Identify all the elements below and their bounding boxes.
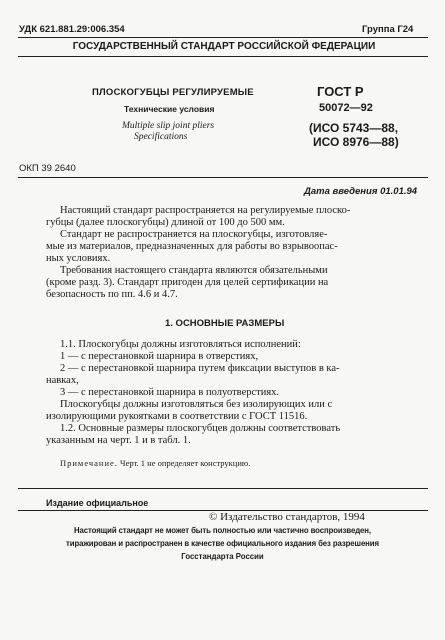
header-rule-top bbox=[18, 37, 428, 38]
paragraph-line: изолирующими рукоятками в соответствии с ГОСТ 11516. bbox=[46, 411, 308, 422]
note-text: Черт. 1 не определяет конструкцию. bbox=[120, 458, 251, 468]
header-rule-bottom bbox=[18, 56, 428, 57]
section-title: 1. ОСНОВНЫЕ РАЗМЕРЫ bbox=[165, 318, 285, 329]
paragraph-line: 2 — с перестановкой шарнира путем фиксации выступов в ка- bbox=[60, 363, 340, 374]
paragraph-line: Плоскогубцы должны изготовляться без изолирующих или с bbox=[60, 399, 333, 410]
copyright: © Издательство стандартов, 1994 bbox=[209, 511, 365, 523]
gost-number: 50072—92 bbox=[319, 102, 373, 114]
footer-notice-line1: Настоящий стандарт не может быть полностью или частично воспроизведен, bbox=[74, 526, 371, 535]
okp-rule bbox=[18, 177, 428, 178]
intro-date: Дата введения 01.01.94 bbox=[304, 186, 418, 197]
iso-line2: ИСО 8976—88) bbox=[313, 135, 399, 149]
english-title-line2: Specifications bbox=[134, 132, 188, 142]
paragraph-line: мые из материалов, предназначенных для работы во взрывоопас- bbox=[46, 241, 338, 252]
paragraph-line: ных условиях. bbox=[46, 253, 111, 264]
gost-label: ГОСТ Р bbox=[317, 84, 364, 99]
note-label: Примечание. bbox=[60, 458, 118, 468]
paragraph-line: 1.1. Плоскогубцы должны изготовляться исполнений: bbox=[60, 339, 301, 350]
udk-code: УДК 621.881.29:006.354 bbox=[19, 24, 125, 35]
english-title-line1: Multiple slip joint pliers bbox=[122, 121, 215, 131]
footer-notice-line3: Госстандарта России bbox=[181, 552, 264, 561]
paragraph-line: 3 — с перестановкой шарнира в полуотверстиях. bbox=[60, 387, 280, 398]
okp-code: ОКП 39 2640 bbox=[19, 163, 76, 174]
org-title: ГОСУДАРСТВЕННЫЙ СТАНДАРТ РОССИЙСКОЙ ФЕДЕРАЦИИ bbox=[72, 41, 376, 52]
paragraph-line: 1 — с перестановкой шарнира в отверстиях, bbox=[60, 351, 259, 362]
paragraph-line: безопасность по пп. 4.6 и 4.7. bbox=[46, 289, 178, 300]
footer-notice-line2: тиражирован и распространен в качестве официального издания без разрешения bbox=[66, 539, 379, 548]
paragraph-line: 1.2. Основные размеры плоскогубцев должны соответствовать bbox=[60, 423, 341, 434]
edition-label: Издание официальное bbox=[46, 498, 149, 508]
paragraph-line: навках, bbox=[46, 375, 79, 386]
standard-subtitle: Технические условия bbox=[124, 104, 215, 114]
paragraph-line: Стандарт не распространяется на плоскогубцы, изготовляе- bbox=[60, 229, 328, 240]
standard-title: ПЛОСКОГУБЦЫ РЕГУЛИРУЕМЫЕ bbox=[92, 87, 254, 98]
paragraph-line: (кроме разд. 3). Стандарт пригоден для целей сертификации на bbox=[46, 277, 329, 288]
paragraph-line: указанным на черт. 1 и в табл. 1. bbox=[46, 435, 191, 446]
iso-line1: (ИСО 5743—88, bbox=[309, 121, 399, 135]
paragraph-line: губцы (далее плоскогубцы) длиной от 100 до 500 мм. bbox=[46, 217, 285, 228]
note bbox=[60, 458, 250, 468]
paragraph-line: Требования настоящего стандарта являются обязательными bbox=[60, 265, 328, 276]
footer-rule-top bbox=[18, 488, 428, 489]
paragraph-line: Настоящий стандарт распространяется на регулируемые плоско- bbox=[60, 205, 351, 216]
group-code: Группа Г24 bbox=[362, 24, 414, 35]
